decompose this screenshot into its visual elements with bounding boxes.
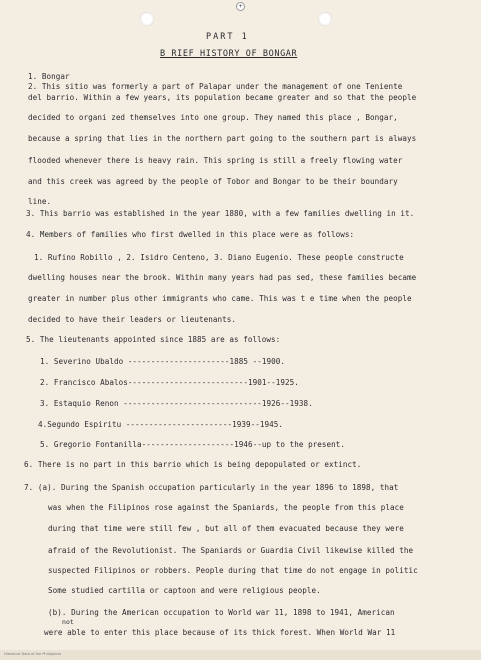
punch-hole-left [140, 12, 154, 26]
text-line: afraid of the Revolutionist. The Spaniards or Guardia Civil likewise killed the [48, 546, 414, 555]
text-line: 6. There is no part in this barrio which is being depopulated or extinct. [24, 460, 362, 469]
text-line: 1. Rufino Robillo , 2. Isidro Centeno, 3. Diano Eugenio. These people constructe [34, 253, 404, 262]
text-line: 4. Members of families who first dwelled in this place were as follows: [26, 230, 355, 239]
text-line: were able to enter this place because of its thick forest. When World War 11 [44, 628, 396, 637]
clip-mark-icon: + [236, 2, 245, 11]
text-line: 5. Gregorio Fontanilla--------------------1946--up to the present. [40, 440, 346, 449]
text-line: 2. Francisco Abalos--------------------------1901--1925. [40, 378, 299, 387]
text-line: decided to have their leaders or lieutenants. [28, 315, 236, 324]
punch-hole-right [318, 12, 332, 26]
text-line: decided to organi zed themselves into one group. They named this place , Bongar, [28, 113, 398, 122]
footer-credit: Historical Data of the Philippines [4, 652, 62, 656]
page-title: B RIEF HISTORY OF BONGAR [160, 49, 298, 59]
text-line: 3. Estaquio Renon ------------------------------1926--1938. [40, 399, 313, 408]
text-line: flooded whenever there is heavy rain. This spring is still a freely flowing water [28, 156, 403, 165]
text-line: 4.Segundo Espiritu -----------------------1939--1945. [38, 420, 283, 429]
text-line: 3. This barrio was established in the year 1880, with a few families dwelling in it. [26, 209, 415, 218]
text-line: Some studied cartilla or captoon and were religious people. [48, 586, 321, 595]
part-label: PART 1 [206, 32, 249, 42]
text-line: greater in number plus other immigrants who came. This was t e time when the people [28, 294, 412, 303]
text-line: suspected Filipinos or robbers. People during that time do not engage in politic [48, 566, 418, 575]
text-line: during that time were still few , but all of them evacuated because they were [48, 524, 404, 533]
text-line: because a spring that lies in the northern part going to the southern part is always [28, 134, 417, 143]
text-line: del barrio. Within a few years, its population became greater and so that the people [28, 93, 417, 102]
text-line: (b). During the American occupation to World war 11, 1898 to 1941, American [48, 608, 395, 617]
text-line: was when the Filipinos rose against the Spaniards, the people from this place [48, 503, 404, 512]
scan-margin [0, 650, 481, 660]
text-line: dwelling houses near the brook. Within many years had pas sed, these families became [28, 273, 417, 282]
text-line: 5. The lieutenants appointed since 1885 are as follows: [26, 335, 281, 344]
text-insertion: not [62, 618, 74, 626]
text-line: line. [28, 197, 52, 206]
text-line: and this creek was agreed by the people of Tobor and Bongar to be their boundary [28, 177, 398, 186]
text-line: 1. Bongar [28, 72, 70, 81]
text-line: 7. (a). During the Spanish occupation particularly in the year 1896 to 1898, that [24, 483, 399, 492]
text-line: 1. Severino Ubaldo ----------------------1885 --1900. [40, 357, 285, 366]
text-line: 2. This sitio was formerly a part of Palapar under the management of one Teniente [28, 82, 403, 91]
